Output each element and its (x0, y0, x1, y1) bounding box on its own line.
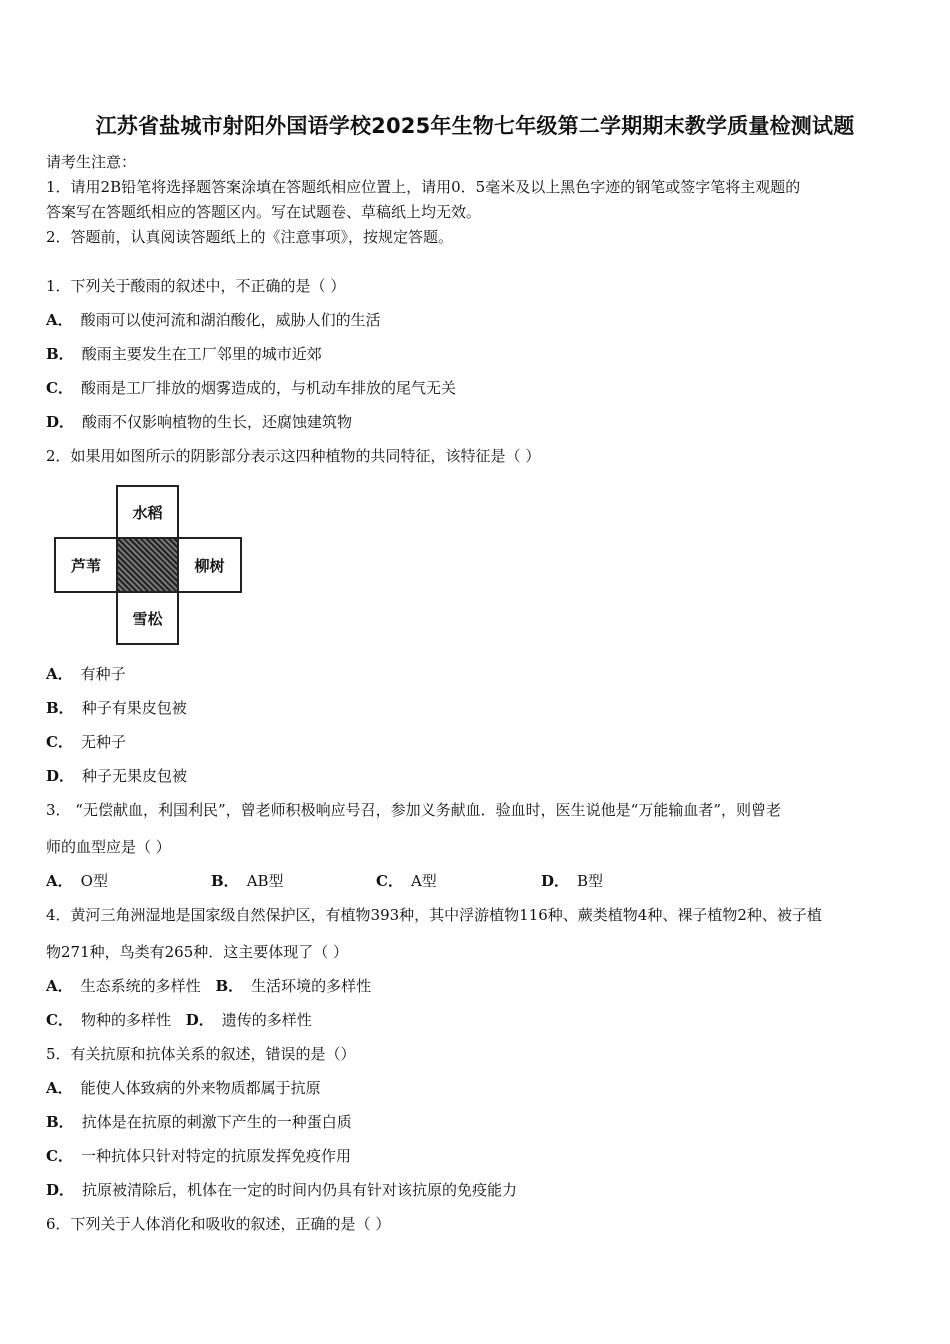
option-letter: C． (46, 1011, 73, 1029)
q1-option-c[interactable] (46, 378, 456, 398)
q4-stem-line-1: 4．黄河三角洲湿地是国家级自然保护区，有植物393种，其中浮游植物116种、蕨类植物4种、裸子植物2种、被子植 (46, 906, 822, 924)
option-letter: C． (46, 379, 73, 397)
q5-stem: 5．有关抗原和抗体关系的叙述，错误的是（） (46, 1045, 356, 1063)
option-text: AB型 (246, 872, 284, 890)
q4-options-row-2 (46, 1010, 312, 1030)
q2-option-c[interactable] (46, 732, 126, 752)
cell-right: 柳树 (177, 537, 242, 593)
option-letter: A． (46, 977, 73, 995)
option-letter: D． (541, 872, 570, 890)
option-letter: B． (46, 699, 74, 717)
q1-option-a[interactable] (46, 310, 381, 330)
notice-line-2: 答案写在答题纸相应的答题区内。写在试题卷、草稿纸上均无效。 (46, 203, 482, 221)
notice-line-1: 1．请用2B铅笔将选择题答案涂填在答题纸相应位置上，请用0．5毫米及以上黑色字迹的钢笔或签字笔将主观题的 (46, 178, 801, 196)
q4-options-row-1 (46, 976, 371, 996)
q4-option-b[interactable] (215, 977, 371, 995)
q3-stem-line-1: 3． “无偿献血，利国利民”，曾老师积极响应号召，参加义务献血．验血时，医生说他是“万能输血者”，则曾老 (46, 801, 781, 819)
page-title: 江苏省盐城市射阳外国语学校2025年生物七年级第二学期期末教学质量检测试题 (95, 114, 855, 138)
q5-option-c[interactable] (46, 1146, 351, 1166)
option-letter: A． (46, 1079, 73, 1097)
option-text: 生活环境的多样性 (251, 977, 372, 995)
q1-stem: 1．下列关于酸雨的叙述中，不正确的是（ ） (46, 277, 346, 295)
option-text: 酸雨可以使河流和湖泊酸化，威胁人们的生活 (80, 311, 381, 329)
option-letter: C． (46, 1147, 73, 1165)
option-letter: A． (46, 872, 73, 890)
option-letter: A． (46, 311, 73, 329)
option-letter: D． (185, 1011, 214, 1029)
q4-option-a[interactable] (46, 977, 201, 995)
plant-cross-diagram (54, 485, 242, 645)
q2-option-a[interactable] (46, 664, 126, 684)
option-text: 一种抗体只针对特定的抗原发挥免疫作用 (80, 1147, 351, 1165)
option-text: 无种子 (80, 733, 126, 751)
q2-option-d[interactable] (46, 766, 187, 786)
option-text: 种子无果皮包被 (82, 767, 188, 785)
q4-option-c[interactable] (46, 1011, 171, 1029)
option-letter: D． (46, 413, 75, 431)
option-letter: C． (46, 733, 73, 751)
option-letter: C． (376, 872, 403, 890)
q4-stem-line-2: 物271种，鸟类有265种．这主要体现了（ ） (46, 943, 349, 961)
q3-option-a[interactable] (46, 871, 108, 891)
q2-option-b[interactable] (46, 698, 187, 718)
option-letter: B． (46, 1113, 74, 1131)
option-letter: D． (46, 767, 75, 785)
q2-stem: 2．如果用如图所示的阴影部分表示这四种植物的共同特征，该特征是（ ） (46, 447, 541, 465)
option-text: 酸雨是工厂排放的烟雾造成的，与机动车排放的尾气无关 (80, 379, 456, 397)
option-text: 遗传的多样性 (221, 1011, 312, 1029)
option-text: 抗体是在抗原的刺激下产生的一种蛋白质 (81, 1113, 352, 1131)
shaded-center-cell (116, 537, 179, 593)
option-letter: B． (211, 872, 239, 890)
option-text: O型 (80, 872, 108, 890)
q6-stem: 6．下列关于人体消化和吸收的叙述，正确的是（ ） (46, 1215, 391, 1233)
option-letter: B． (46, 345, 74, 363)
q3-option-b[interactable] (211, 871, 284, 891)
option-text: B型 (577, 872, 604, 890)
q4-option-d[interactable] (186, 1011, 312, 1029)
option-letter: A． (46, 665, 73, 683)
option-text: 物种的多样性 (80, 1011, 171, 1029)
cell-top: 水稻 (116, 485, 179, 539)
q1-option-b[interactable] (46, 344, 322, 364)
option-text: 生态系统的多样性 (80, 977, 201, 995)
q3-option-c[interactable] (376, 871, 437, 891)
option-text: 抗原被清除后，机体在一定的时间内仍具有针对该抗原的免疫能力 (82, 1181, 518, 1199)
notice-heading: 请考生注意： (46, 153, 137, 171)
cell-left: 芦苇 (54, 537, 118, 593)
option-letter: D． (46, 1181, 75, 1199)
q5-option-a[interactable] (46, 1078, 321, 1098)
option-letter: B． (215, 977, 244, 995)
option-text: 酸雨主要发生在工厂邻里的城市近郊 (81, 345, 322, 363)
q3-option-d[interactable] (541, 871, 603, 891)
q5-option-b[interactable] (46, 1112, 352, 1132)
q3-stem-line-2: 师的血型应是（ ） (46, 838, 171, 856)
notice-line-3: 2．答题前，认真阅读答题纸上的《注意事项》，按规定答题。 (46, 228, 454, 246)
option-text: 种子有果皮包被 (81, 699, 187, 717)
option-text: 能使人体致病的外来物质都属于抗原 (80, 1079, 321, 1097)
option-text: A型 (410, 872, 437, 890)
q5-option-d[interactable] (46, 1180, 517, 1200)
cell-bottom: 雪松 (116, 591, 179, 645)
option-text: 有种子 (80, 665, 126, 683)
q1-option-d[interactable] (46, 412, 352, 432)
option-text: 酸雨不仅影响植物的生长，还腐蚀建筑物 (82, 413, 353, 431)
